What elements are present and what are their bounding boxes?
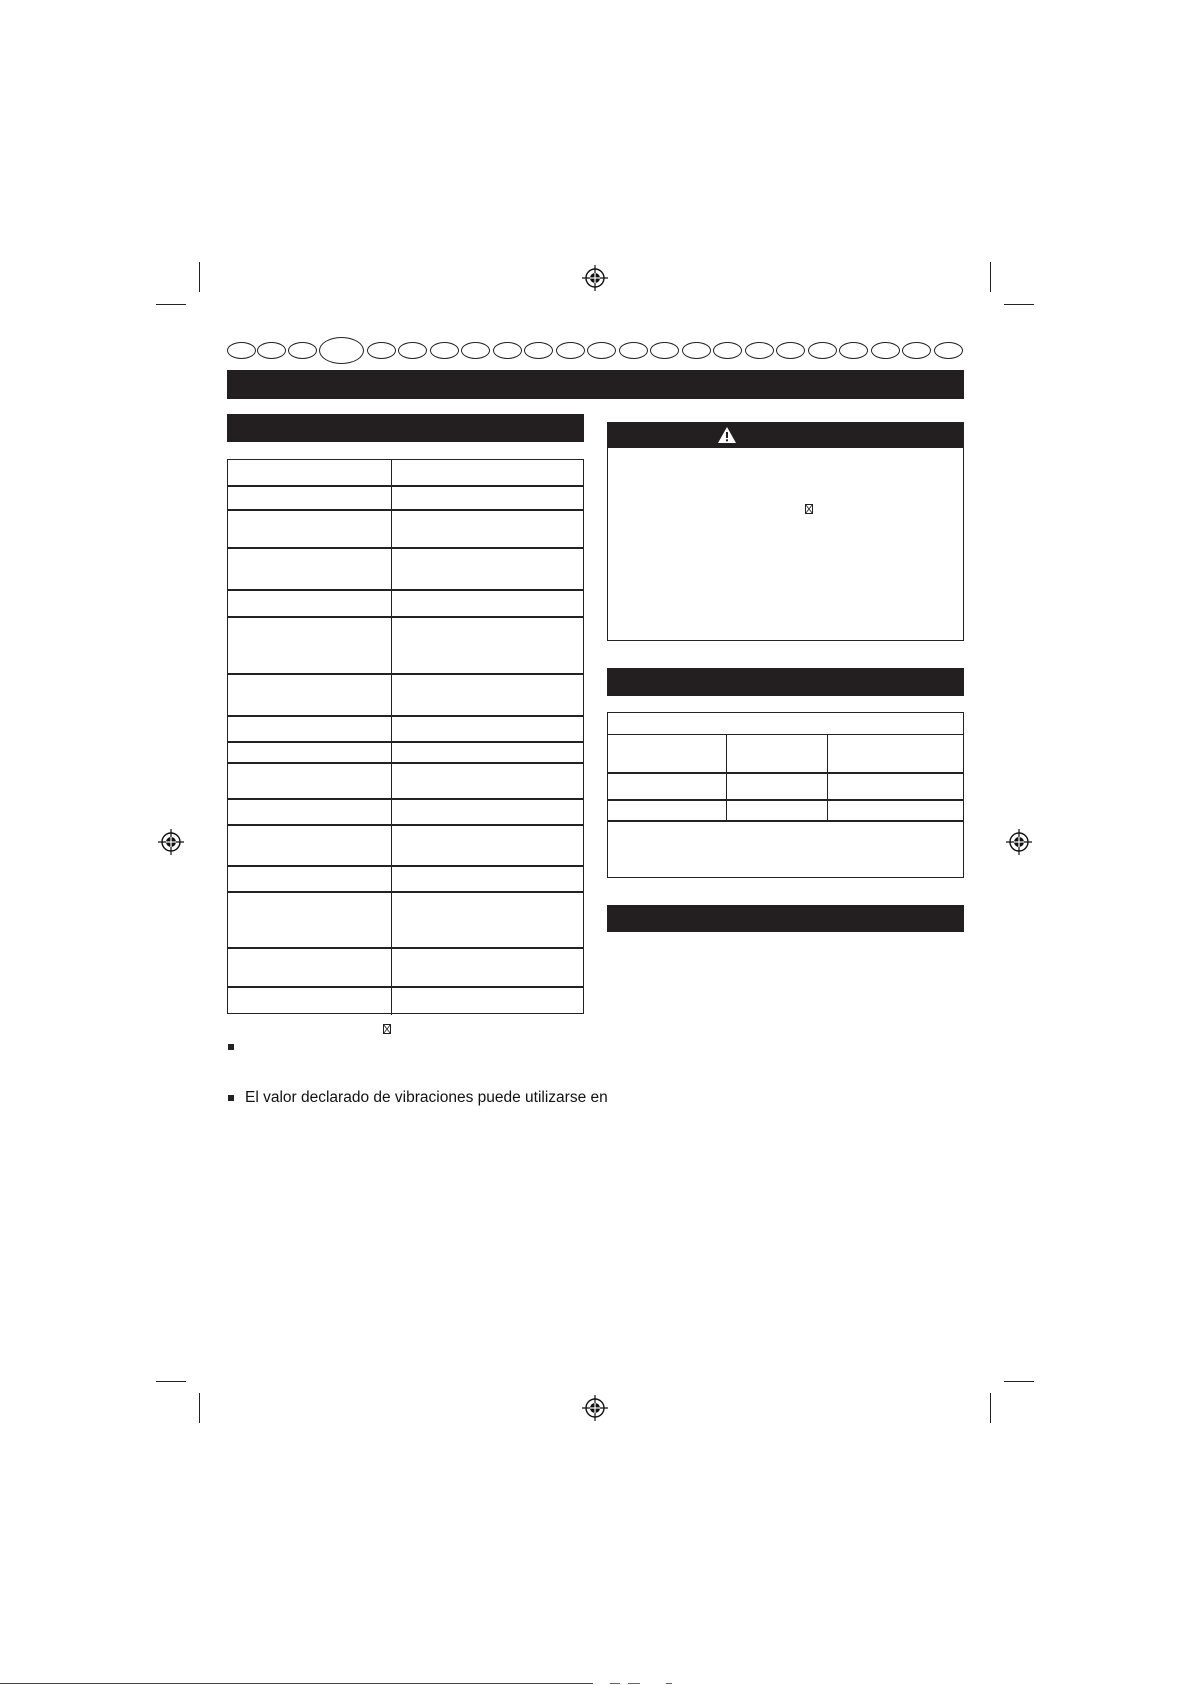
warning-header bbox=[608, 423, 963, 448]
warning-triangle-icon bbox=[717, 426, 737, 444]
registration-target-icon bbox=[582, 265, 608, 291]
vibration-declared-value-text: El valor declarado de vibraciones puede utilizarse en bbox=[245, 1089, 608, 1106]
footer-mark bbox=[628, 1683, 640, 1684]
language-tab[interactable] bbox=[461, 342, 490, 359]
table-row bbox=[228, 717, 583, 743]
crop-mark-top-left-v bbox=[199, 262, 200, 292]
crop-mark-bottom-left-v bbox=[199, 1393, 200, 1423]
language-tab-active[interactable] bbox=[319, 337, 364, 364]
crop-mark-top-left-h bbox=[156, 304, 186, 305]
language-tab[interactable] bbox=[227, 342, 256, 359]
language-tab[interactable] bbox=[871, 342, 900, 359]
table-rule bbox=[608, 799, 963, 801]
language-tab[interactable] bbox=[745, 342, 774, 359]
footer-rule bbox=[0, 1683, 593, 1684]
language-tab[interactable] bbox=[808, 342, 837, 359]
list-bullet bbox=[228, 1095, 234, 1101]
noise-section-header-bar bbox=[607, 668, 964, 696]
table-rule bbox=[608, 734, 963, 735]
crop-mark-bottom-left-h bbox=[156, 1381, 186, 1382]
table-row bbox=[228, 867, 583, 893]
table-row bbox=[228, 743, 583, 764]
language-tab[interactable] bbox=[587, 342, 616, 359]
crop-mark-bottom-right-v bbox=[990, 1393, 991, 1423]
crop-mark-bottom-right-h bbox=[1004, 1381, 1034, 1382]
language-tab[interactable] bbox=[524, 342, 553, 359]
crop-mark-top-right-h bbox=[1004, 304, 1034, 305]
footer-mark bbox=[610, 1683, 620, 1684]
table-row bbox=[228, 764, 583, 800]
language-tab[interactable] bbox=[713, 342, 742, 359]
table-rule bbox=[827, 734, 828, 822]
footer-mark bbox=[666, 1683, 672, 1684]
language-tab[interactable] bbox=[367, 342, 396, 359]
table-row bbox=[228, 800, 583, 826]
language-tab[interactable] bbox=[257, 342, 286, 359]
language-tab[interactable] bbox=[430, 342, 459, 359]
language-tab[interactable] bbox=[839, 342, 868, 359]
registration-target-icon bbox=[582, 1395, 608, 1421]
table-row bbox=[228, 460, 583, 487]
list-bullet bbox=[228, 1044, 234, 1050]
language-tab[interactable] bbox=[934, 342, 963, 359]
table-row bbox=[228, 893, 583, 949]
table-row bbox=[228, 675, 583, 717]
table-row bbox=[228, 487, 583, 511]
warning-box bbox=[607, 422, 964, 641]
missing-glyph-box-icon bbox=[805, 504, 813, 514]
language-tab[interactable] bbox=[776, 342, 805, 359]
table-row bbox=[228, 549, 583, 591]
noise-table bbox=[607, 712, 964, 878]
specifications-table bbox=[227, 459, 584, 1014]
crop-mark-top-right-v bbox=[990, 262, 991, 292]
table-row bbox=[228, 988, 583, 1015]
table-row bbox=[228, 591, 583, 618]
section-header-bar bbox=[607, 905, 964, 932]
missing-glyph-box-icon bbox=[383, 1024, 391, 1034]
language-tab[interactable] bbox=[902, 342, 931, 359]
table-row bbox=[228, 949, 583, 988]
language-tab[interactable] bbox=[556, 342, 585, 359]
page-title-bar bbox=[227, 370, 964, 399]
table-rule bbox=[608, 820, 963, 822]
registration-target-icon bbox=[158, 829, 184, 855]
language-tab[interactable] bbox=[493, 342, 522, 359]
table-rule bbox=[726, 734, 727, 822]
language-tab[interactable] bbox=[650, 342, 679, 359]
language-tabs bbox=[227, 340, 963, 362]
language-tab[interactable] bbox=[398, 342, 427, 359]
language-tab[interactable] bbox=[288, 342, 317, 359]
specifications-header-bar bbox=[227, 414, 584, 442]
table-row bbox=[228, 618, 583, 675]
registration-target-icon bbox=[1006, 829, 1032, 855]
table-rule bbox=[608, 772, 963, 774]
language-tab[interactable] bbox=[682, 342, 711, 359]
language-tab[interactable] bbox=[619, 342, 648, 359]
table-row bbox=[228, 511, 583, 549]
table-row bbox=[228, 826, 583, 867]
